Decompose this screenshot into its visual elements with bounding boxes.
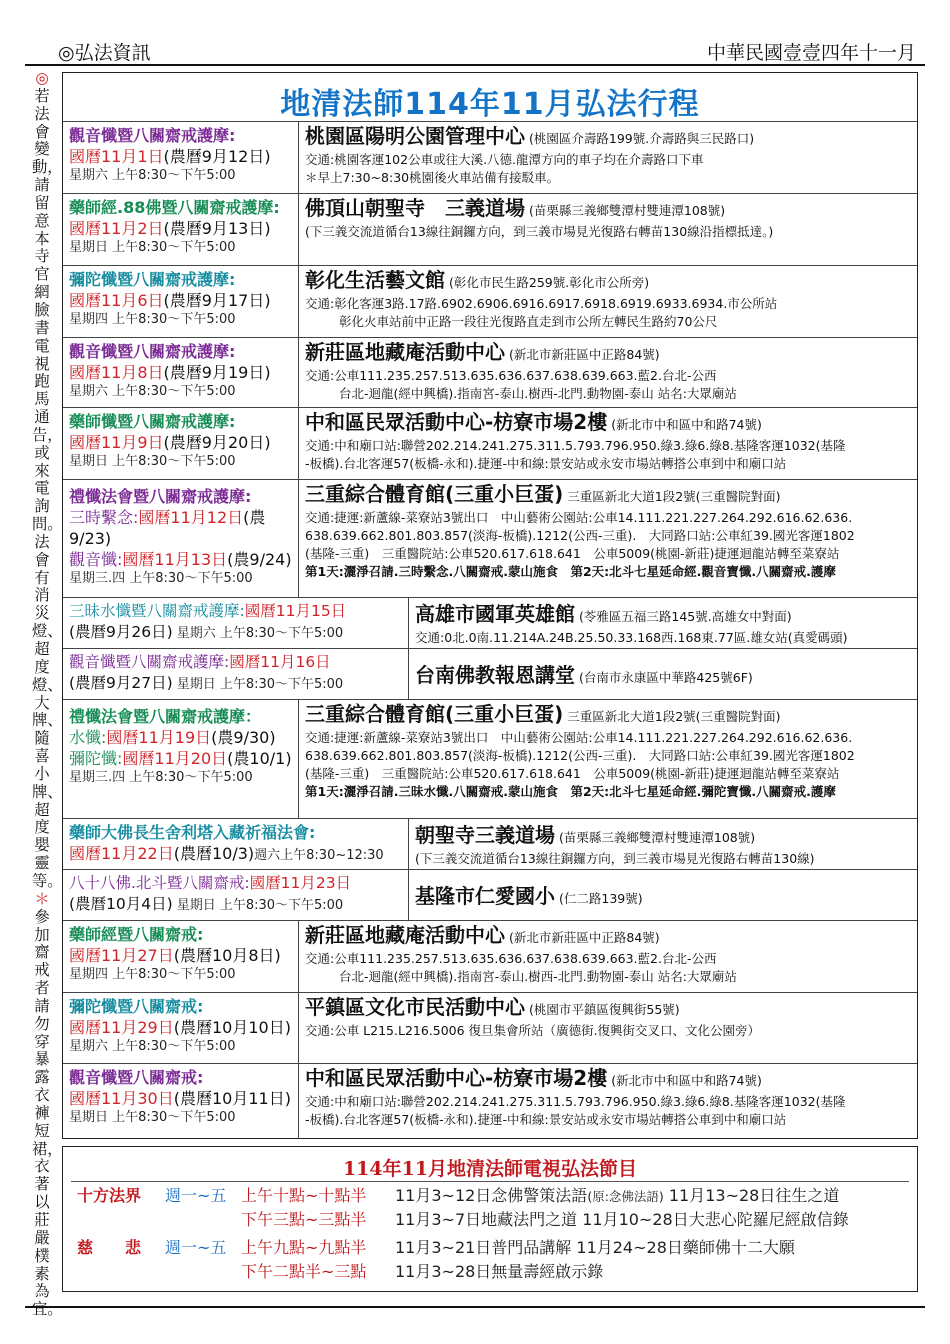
venue-line bbox=[305, 196, 911, 223]
event-name: 八十八佛.北斗暨八關齋戒: bbox=[69, 874, 250, 892]
event-row bbox=[63, 121, 917, 194]
date-line bbox=[69, 1088, 292, 1109]
lunar-date: (農曆10月10日) bbox=[173, 1018, 291, 1037]
tv-title: 114年11月地清法師電視弘法節目 bbox=[342, 1158, 638, 1180]
gregorian-date: 國曆11月19日 bbox=[106, 728, 212, 747]
tv-program-name: 慈 悲 bbox=[77, 1238, 142, 1257]
lunar-date: (農曆10月11日) bbox=[173, 1089, 291, 1108]
venue-address: (新北市新莊區中正路84號) bbox=[509, 930, 660, 945]
venue-detail: 台北-迴龍(經中興橋).指南宮-泰山.樹西-北門.動物園-泰山 站名:大眾廟站 bbox=[339, 969, 737, 984]
event-right-cell bbox=[299, 921, 917, 993]
event-part: 觀音懺: bbox=[69, 550, 123, 569]
venue-address: (新北市中和區中和路74號) bbox=[611, 417, 762, 432]
header-left: ◎弘法資訊 bbox=[58, 42, 151, 64]
event-name: 彌陀懺暨八關齋戒: bbox=[69, 997, 204, 1016]
gregorian-date: 國曆11月29日 bbox=[69, 1018, 174, 1037]
tv-row bbox=[77, 1261, 603, 1284]
event-line bbox=[69, 601, 402, 622]
tv-title-rule bbox=[71, 1181, 909, 1182]
gregorian-date: 國曆11月20日 bbox=[122, 749, 228, 768]
event-name: 藥師經.88佛暨八關齋戒護摩: bbox=[69, 198, 280, 217]
event-left-cell bbox=[63, 408, 299, 480]
venue-detail: 交通:公車111.235.257.513.635.636.637.638.639.663.藍2.台北-公西 bbox=[305, 368, 717, 383]
venue-address: (新北市中和區中和路74號) bbox=[611, 1073, 762, 1088]
tv-program: 11月3~28日無量壽經啟示錄 bbox=[395, 1262, 604, 1281]
event-part: 水懺: bbox=[69, 728, 107, 747]
event-name: 觀音懺暨八關齋戒護摩: bbox=[69, 126, 236, 145]
lunar-date: (農曆9月12日) bbox=[163, 147, 271, 166]
event-row bbox=[63, 869, 917, 921]
date-line bbox=[69, 843, 402, 865]
event-right-cell bbox=[299, 266, 917, 338]
event-schedule: 週六上午8:30~12:30 bbox=[254, 848, 384, 863]
tv-schedule-box bbox=[62, 1146, 918, 1292]
event-right-cell bbox=[299, 1064, 917, 1139]
event-right-cell bbox=[299, 700, 917, 819]
date-line bbox=[69, 1017, 292, 1038]
tv-program-name: 十方法界 bbox=[77, 1186, 142, 1205]
tv-days: 週一~五 bbox=[165, 1238, 227, 1257]
venue-name: 佛頂山朝聖寺 三義道場 bbox=[305, 196, 525, 220]
event-schedule: 星期三.四 上午8:30～下午5:00 bbox=[69, 571, 253, 586]
lunar-date: (農10/1) bbox=[227, 749, 292, 768]
event-left-cell bbox=[63, 870, 409, 921]
event-left-cell bbox=[63, 649, 409, 700]
venue-detail: 第1天:灑淨召請.三昧水懺.八關齋戒.蒙山施食 第2天:北斗七星延命經.彌陀寶懺.八關齋戒.護摩 bbox=[305, 784, 836, 799]
event-row bbox=[63, 1063, 917, 1139]
venue-detail: 交通:中和廟口站:聯營202.214.241.275.311.5.793.796.950.綠3.綠6.綠8.基隆客運1032(基隆 bbox=[305, 438, 846, 453]
venue-name: 三重綜合體育館(三重小巨蛋) bbox=[305, 702, 564, 726]
venue-detail: 彰化火車站前中正路一段往光復路直走到市公所左轉民生路約70公尺 bbox=[339, 314, 718, 329]
gregorian-date: 國曆11月1日 bbox=[69, 147, 164, 166]
tv-days: 週一~五 bbox=[165, 1186, 227, 1205]
date-line bbox=[69, 945, 292, 966]
lunar-date: (農曆9月26日) bbox=[69, 623, 173, 641]
gregorian-date: 國曆11月27日 bbox=[69, 946, 174, 965]
gregorian-date: 國曆11月8日 bbox=[69, 363, 164, 382]
event-schedule: 星期四 上午8:30～下午5:00 bbox=[69, 967, 236, 982]
event-schedule: 星期六 上午8:30～下午5:00 bbox=[69, 384, 236, 399]
venue-address: (桃園市平鎮區復興街55號) bbox=[529, 1002, 680, 1017]
side-note-text: 若法會變動，請留意本寺官網臉書電視跑馬通告，或來電詢問。法會有消災燈、超度燈、大牌、隨喜小牌、超度嬰靈等。 bbox=[32, 86, 63, 890]
venue-address: (彰化市民生路259號.彰化市公所旁) bbox=[449, 275, 650, 290]
venue-detail: 交通:中和廟口站:聯營202.214.241.275.311.5.793.796.950.綠3.綠6.綠8.基隆客運1032(基隆 bbox=[305, 1094, 846, 1109]
venue-detail: 638.639.662.801.803.857(淡海-板橋).1212(公西-三重). 大同路口站:公車紅39.國光客運1802 bbox=[305, 528, 855, 543]
event-left-cell bbox=[63, 700, 299, 819]
venue-detail: 交通:桃園客運102公車或往大溪.八德.龍潭方向的車子均在介壽路口下車 bbox=[305, 152, 704, 167]
date-line bbox=[69, 290, 292, 311]
venue-line bbox=[305, 340, 911, 367]
event-right-cell bbox=[409, 649, 917, 700]
lunar-date: (農9/30) bbox=[211, 728, 276, 747]
event-right-cell bbox=[409, 598, 917, 649]
venue-name: 新莊區地藏庵活動中心 bbox=[305, 923, 505, 947]
venue-address: (苓雅區五福三路145號.高雄女中對面) bbox=[579, 609, 792, 624]
venue-detail: 第1天:灑淨召請.三時繫念.八關齋戒.蒙山施食 第2天:北斗七星延命經.觀音寶懺.八關齋戒.護摩 bbox=[305, 564, 836, 579]
venue-line bbox=[305, 268, 911, 295]
tv-program: 11月3~12日念佛警策法語 bbox=[395, 1186, 588, 1205]
gregorian-date: 國曆11月30日 bbox=[69, 1089, 174, 1108]
event-schedule: 星期日 上午8:30～下午5:00 bbox=[176, 898, 344, 913]
venue-line bbox=[415, 823, 911, 850]
tv-program-note: (原:念佛法語) bbox=[587, 1189, 664, 1204]
event-name: 彌陀懺暨八關齋戒護摩: bbox=[69, 270, 236, 289]
lunar-date: (農曆9月17日) bbox=[163, 291, 271, 310]
date-line-1 bbox=[69, 507, 292, 549]
venue-address: (台南市永康區中華路425號6F) bbox=[579, 670, 753, 685]
venue-address: 三重區新北大道1段2號(三重醫院對面) bbox=[567, 709, 781, 724]
venue-name: 彰化生活藝文館 bbox=[305, 268, 445, 292]
venue-detail: (下三義交流道循台13線往銅鑼方向，到三義市場見光復路右轉苗130線沿指標抵達。) bbox=[305, 224, 774, 239]
event-name: 觀音懺暨八關齋戒護摩: bbox=[69, 653, 230, 671]
venue-detail: ＊早上7:30~8:30桃園後火車站備有接駁車。 bbox=[305, 170, 560, 185]
side-note-text-2: 參加齋戒者請勿穿暴露衣褲短裙，衣著以莊嚴樸素為宜。 bbox=[32, 907, 63, 1319]
page-title: 地清法師114年11月弘法行程 bbox=[280, 87, 700, 122]
event-schedule: 星期四 上午8:30～下午5:00 bbox=[69, 312, 236, 327]
event-line bbox=[69, 652, 402, 673]
footer-rule bbox=[25, 1306, 925, 1308]
tv-row bbox=[77, 1237, 795, 1260]
event-row bbox=[63, 992, 917, 1064]
date-line bbox=[69, 146, 292, 167]
event-right-cell bbox=[299, 480, 917, 598]
event-left-cell bbox=[63, 993, 299, 1064]
venue-detail: (下三義交流道循台13線往銅鑼方向，到三義市場見光復路右轉苗130線) bbox=[415, 851, 815, 866]
event-schedule: 星期日 上午8:30～下午5:00 bbox=[69, 454, 236, 469]
venue-line bbox=[305, 995, 911, 1022]
event-left-cell bbox=[63, 338, 299, 408]
venue-name: 朝聖寺三義道場 bbox=[415, 823, 555, 847]
tv-time: 下午三點~三點半 bbox=[241, 1210, 367, 1229]
date-line-2 bbox=[69, 748, 292, 769]
venue-name: 平鎮區文化市民活動中心 bbox=[305, 995, 525, 1019]
event-row bbox=[63, 337, 917, 408]
venue-detail: 交通:0北.0南.11.214A.24B.25.50.33.168西.168東.77區.雄女站(真愛碼頭) bbox=[415, 630, 848, 645]
event-row bbox=[63, 920, 917, 993]
lunar-date: (農曆9月20日) bbox=[163, 433, 271, 452]
event-schedule: 星期三.四 上午8:30～下午5:00 bbox=[69, 770, 253, 785]
event-right-cell bbox=[299, 338, 917, 408]
event-left-cell bbox=[63, 1064, 299, 1139]
event-right-cell bbox=[299, 408, 917, 480]
venue-name: 台南佛教報恩講堂 bbox=[415, 663, 575, 687]
gregorian-date: 國曆11月9日 bbox=[69, 433, 164, 452]
event-row bbox=[63, 265, 917, 338]
event-row bbox=[63, 699, 917, 819]
lunar-date: (農曆10/3) bbox=[173, 844, 255, 863]
venue-detail: 638.639.662.801.803.857(淡海-板橋).1212(公西-三重). 大同路口站:公車紅39.國光客運1802 bbox=[305, 748, 855, 763]
event-left-cell bbox=[63, 194, 299, 266]
event-schedule: 星期日 上午8:30～下午5:00 bbox=[69, 1110, 236, 1125]
venue-name: 基隆市仁愛國小 bbox=[415, 884, 555, 908]
gregorian-date: 國曆11月23日 bbox=[249, 874, 352, 892]
venue-line bbox=[305, 124, 911, 151]
event-left-cell bbox=[63, 921, 299, 993]
date-line bbox=[69, 622, 402, 643]
event-right-cell bbox=[299, 194, 917, 266]
gregorian-date: 國曆11月2日 bbox=[69, 219, 164, 238]
event-right-cell bbox=[299, 993, 917, 1064]
lunar-date: (農曆9月19日) bbox=[163, 363, 271, 382]
lunar-date: (農曆9月13日) bbox=[163, 219, 271, 238]
venue-name: 新莊區地藏庵活動中心 bbox=[305, 340, 505, 364]
event-schedule: 星期日 上午8:30～下午5:00 bbox=[176, 677, 344, 692]
tv-time: 上午十點~十點半 bbox=[241, 1186, 367, 1205]
tv-program: 11月3~7日地藏法門之道 11月10~28日大悲心陀羅尼經啟信錄 bbox=[395, 1210, 849, 1229]
gregorian-date: 國曆11月15日 bbox=[244, 602, 347, 620]
event-row bbox=[63, 818, 917, 870]
tv-time: 下午二點半~三點 bbox=[241, 1262, 367, 1281]
tv-row bbox=[77, 1209, 849, 1232]
event-right-cell bbox=[409, 819, 917, 870]
event-left-cell bbox=[63, 122, 299, 194]
lunar-date: (農9/23) bbox=[69, 508, 266, 548]
date-line bbox=[69, 673, 402, 694]
event-name: 藥師懺暨八關齋戒護摩: bbox=[69, 412, 236, 431]
venue-line bbox=[415, 884, 911, 911]
venue-line bbox=[305, 702, 911, 729]
date-line-1 bbox=[69, 727, 292, 748]
venue-line bbox=[305, 410, 911, 437]
venue-detail: 交通:彰化客運3路.17路.6902.6906.6916.6917.6918.6919.6933.6934.市公所站 bbox=[305, 296, 778, 311]
date-line bbox=[69, 894, 402, 915]
event-row bbox=[63, 407, 917, 480]
header-rule bbox=[25, 64, 925, 66]
side-note bbox=[32, 69, 63, 1319]
event-name: 觀音懺暨八關齋戒護摩: bbox=[69, 342, 236, 361]
venue-name: 中和區民眾活動中心-枋寮市場2樓 bbox=[305, 410, 608, 434]
venue-address: (苗栗縣三義鄉雙潭村雙連潭108號) bbox=[529, 203, 726, 218]
venue-address: (桃園區介壽路199號.介壽路與三民路口) bbox=[529, 131, 755, 146]
venue-address: (仁二路139號) bbox=[559, 891, 643, 906]
date-line bbox=[69, 432, 292, 453]
event-schedule: 星期日 上午8:30～下午5:00 bbox=[69, 240, 236, 255]
venue-line bbox=[305, 1066, 911, 1093]
venue-detail: -板橋).台北客運57(板橋-永和).捷運-中和線:景安站或永安市場站轉搭公車到中和廟口站 bbox=[305, 1112, 787, 1127]
venue-detail: 交通:公車111.235.257.513.635.636.637.638.639.663.藍2.台北-公西 bbox=[305, 951, 717, 966]
event-right-cell bbox=[299, 122, 917, 194]
venue-line bbox=[415, 663, 911, 690]
venue-detail: -板橋).台北客運57(板橋-永和).捷運-中和線:景安站或永安市場站轉搭公車到中和廟口站 bbox=[305, 456, 787, 471]
event-left-cell bbox=[63, 480, 299, 598]
side-note-mark: ◎ bbox=[35, 69, 49, 87]
venue-detail: 交通:公車 L215.L216.5006 復旦集會所站（廣德街.復興街交叉口、文化公園旁） bbox=[305, 1023, 761, 1038]
venue-name: 三重綜合體育館(三重小巨蛋) bbox=[305, 482, 564, 506]
venue-name: 桃園區陽明公園管理中心 bbox=[305, 124, 525, 148]
event-row bbox=[63, 193, 917, 266]
venue-line bbox=[415, 602, 911, 629]
event-schedule: 星期六 上午8:30～下午5:00 bbox=[69, 1039, 236, 1054]
venue-detail: 交通:捷運:新蘆線-菜寮站3號出口 中山藝術公園站:公車14.111.221.227.264.292.616.62.636. bbox=[305, 730, 853, 745]
side-note-mark-2: ＊ bbox=[34, 889, 50, 908]
date-line bbox=[69, 362, 292, 383]
event-left-cell bbox=[63, 598, 409, 649]
venue-line bbox=[305, 923, 911, 950]
event-name: 禮懺法會暨八關齋戒護摩: bbox=[69, 487, 252, 506]
date-line-2 bbox=[69, 549, 292, 570]
lunar-date: (農曆10月4日) bbox=[69, 895, 173, 913]
venue-detail: (基隆-三重) 三重醫院站:公車520.617.618.641 公車5009(桃園-新莊)捷運迴龍站轉至菜寮站 bbox=[305, 546, 840, 561]
event-part: 彌陀懺: bbox=[69, 749, 123, 768]
venue-line bbox=[305, 482, 911, 509]
event-row bbox=[63, 479, 917, 598]
venue-address: 三重區新北大道1段2號(三重醫院對面) bbox=[567, 489, 781, 504]
event-part: 三時繫念: bbox=[69, 508, 139, 527]
venue-name: 中和區民眾活動中心-枋寮市場2樓 bbox=[305, 1066, 608, 1090]
gregorian-date: 國曆11月6日 bbox=[69, 291, 164, 310]
lunar-date: (農9/24) bbox=[227, 550, 292, 569]
schedule-frame bbox=[62, 72, 918, 1139]
header-right: 中華民國壹壹四年十一月 bbox=[706, 42, 916, 64]
event-name: 三昧水懺暨八關齋戒護摩: bbox=[69, 602, 245, 620]
event-schedule: 星期六 上午8:30～下午5:00 bbox=[176, 626, 344, 641]
date-line bbox=[69, 218, 292, 239]
tv-program-2: 11月13~28日往生之道 bbox=[663, 1186, 840, 1205]
lunar-date: (農曆10月8日) bbox=[173, 946, 281, 965]
venue-detail: (基隆-三重) 三重醫院站:公車520.617.618.641 公車5009(桃園-新莊)捷運迴龍站轉至菜寮站 bbox=[305, 766, 840, 781]
gregorian-date: 國曆11月16日 bbox=[229, 653, 331, 671]
event-schedule: 星期六 上午8:30～下午5:00 bbox=[69, 168, 236, 183]
venue-name: 高雄市國軍英雄館 bbox=[415, 602, 575, 626]
gregorian-date: 國曆11月13日 bbox=[122, 550, 228, 569]
event-right-cell bbox=[409, 870, 917, 921]
event-left-cell bbox=[63, 819, 409, 870]
gregorian-date: 國曆11月22日 bbox=[69, 844, 174, 863]
tv-row bbox=[77, 1185, 839, 1208]
venue-detail: 台北-迴龍(經中興橋).指南宮-泰山.樹西-北門.動物園-泰山 站名:大眾廟站 bbox=[339, 386, 737, 401]
event-name: 觀音懺暨八關齋戒: bbox=[69, 1068, 204, 1087]
event-row bbox=[63, 648, 917, 700]
event-name: 藥師經暨八關齋戒: bbox=[69, 925, 204, 944]
gregorian-date: 國曆11月12日 bbox=[138, 508, 244, 527]
lunar-date: (農曆9月27日) bbox=[69, 674, 173, 692]
event-row bbox=[63, 597, 917, 649]
event-line bbox=[69, 873, 402, 894]
venue-address: (新北市新莊區中正路84號) bbox=[509, 347, 660, 362]
tv-time: 上午九點~九點半 bbox=[241, 1238, 367, 1257]
event-left-cell bbox=[63, 266, 299, 338]
event-name: 藥師大佛長生舍利塔入藏祈福法會: bbox=[69, 823, 316, 842]
tv-program: 11月3~21日普門品講解 11月24~28日藥師佛十二大願 bbox=[395, 1238, 795, 1257]
event-name: 禮懺法會暨八關齋戒護摩： bbox=[69, 707, 262, 726]
venue-address: (苗栗縣三義鄉雙潭村雙連潭108號) bbox=[559, 830, 756, 845]
venue-detail: 交通:捷運:新蘆線-菜寮站3號出口 中山藝術公園站:公車14.111.221.227.264.292.616.62.636. bbox=[305, 510, 853, 525]
